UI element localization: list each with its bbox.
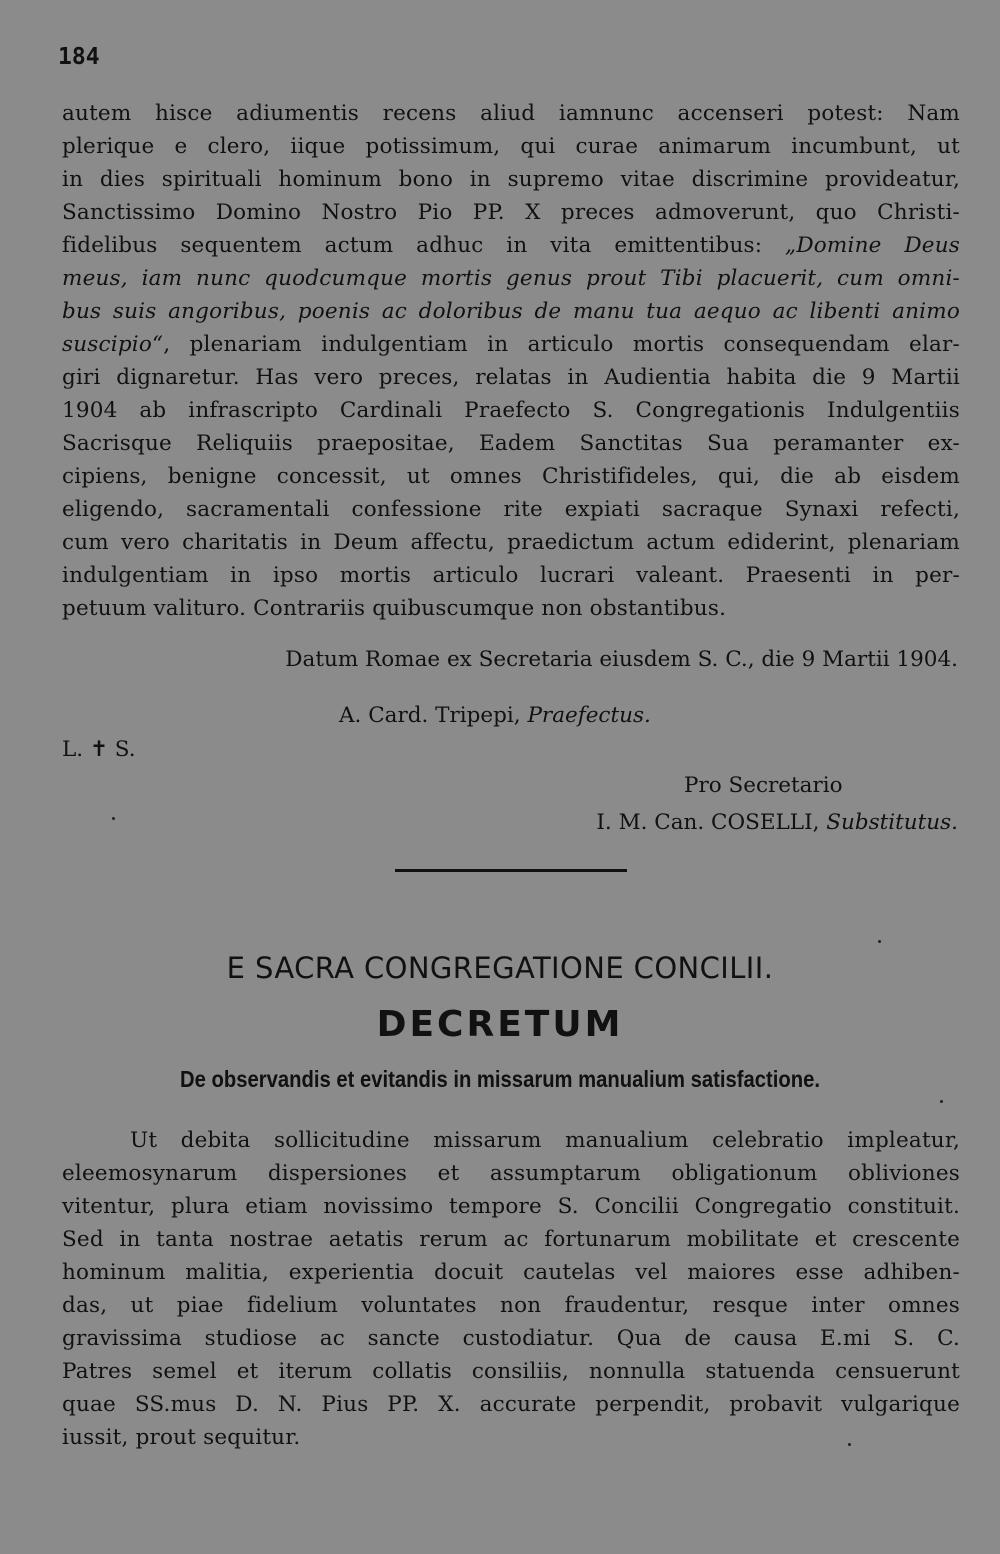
text-line: Sanctissimo Domino Nostro Pio PP. X preces admoverunt, quo Christi- [62,200,960,225]
text-segment: fidelibus sequentem actum adhuc in vita emittentibus: [62,233,785,258]
text-line [62,229,960,262]
section-divider [395,869,627,872]
text-line: hominum malitia, experientia docuit cautelas vel maiores esse adhiben- [62,1260,960,1285]
text-line: giri dignaretur. Has vero preces, relatas in Audientia habita die 9 Martii [62,365,960,390]
text-line [62,328,960,361]
prayer-quote-start: „Domine Deus [784,233,960,258]
signer-title: Substitutus. [826,810,958,835]
signer-role: Pro Secretario [684,773,843,798]
text-line: das, ut piae fidelium voluntates non fraudentur, resque inter omnes [62,1293,960,1318]
signer-name: A. Card. Tripepi, [339,703,528,728]
text-line: gravissima studiose ac sancte custodiatur. Qua de causa E.mi S. C. [62,1326,960,1351]
text-line: Ut debita sollicitudine missarum manualium celebratio impleatur, [130,1128,960,1153]
decree-paragraph [62,1124,960,1454]
text-line: autem hisce adiumentis recens aliud iamnunc accenseri potest: Nam [62,101,960,126]
text-line: quae SS.mus D. N. Pius PP. X. accurate perpendit, probavit vulgarique [62,1392,960,1417]
scan-speck [848,1443,851,1446]
scan-speck [112,817,115,820]
text-line: indulgentiam in ipso mortis articulo lucrari valeant. Praesenti in per- [62,563,960,588]
prayer-quote-end: suscipio“ [62,332,164,357]
seal-mark: L. ✝ S. [62,737,136,762]
signer-title: Praefectus. [527,703,651,728]
text-line: cipiens, benigne concessit, ut omnes Christifideles, qui, die ab eisdem [62,464,960,489]
text-line: cum vero charitatis in Deum affectu, praedictum actum ediderint, plenariam [62,530,960,555]
text-line: Sed in tanta nostrae aetatis rerum ac fortunarum mobilitate et crescente [62,1227,960,1252]
text-line: eleemosynarum dispersiones et assumptarum obligationum obliviones [62,1161,960,1186]
text-line: Patres semel et iterum collatis consiliis, nonnulla statuenda censuerunt [62,1359,960,1384]
signature-substitute [596,810,958,835]
scan-speck [878,940,881,943]
section-heading: E SACRA CONGREGATIONE CONCILII. [226,951,774,985]
decree-subtitle: De observandis et evitandis in missarum manualium satisfactione. [179,1066,821,1092]
indulgence-paragraph [62,97,960,625]
signer-name: I. M. Can. COSELLI, [596,810,827,835]
prayer-quote-line: meus, iam nunc quodcumque mortis genus prout Tibi placuerit, cum omni- [62,266,960,291]
scan-speck [940,1100,943,1103]
page-number: 184 [58,44,100,70]
text-line: 1904 ab infrascripto Cardinali Praefecto S. Congregationis Indulgentiis [62,398,960,423]
text-line: petuum valituro. Contrariis quibuscumque non obstantibus. [62,596,727,621]
date-line: Datum Romae ex Secretaria eiusdem S. C., die 9 Martii 1904. [285,647,958,672]
text-line: vitentur, plura etiam novissimo tempore S. Concilii Congregatio constituit. [62,1194,960,1219]
text-line: Sacrisque Reliquiis praepositae, Eadem Sanctitas Sua peramanter ex- [62,431,960,456]
text-line: plerique e clero, iique potissimum, qui curae animarum incumbunt, ut [62,134,960,159]
text-segment: , plenariam indulgentiam in articulo mortis consequendam elar- [163,332,960,357]
text-line: in dies spirituali hominum bono in supremo vitae discrimine provideatur, [62,167,960,192]
prayer-quote-line: bus suis angoribus, poenis ac doloribus de manu tua aequo ac libenti animo [62,299,960,324]
decree-title: DECRETUM [376,1004,624,1045]
text-line: iussit, prout sequitur. [62,1425,301,1450]
signature-prefect [339,703,651,728]
text-line: eligendo, sacramentali confessione rite expiati sacraque Synaxi refecti, [62,497,960,522]
